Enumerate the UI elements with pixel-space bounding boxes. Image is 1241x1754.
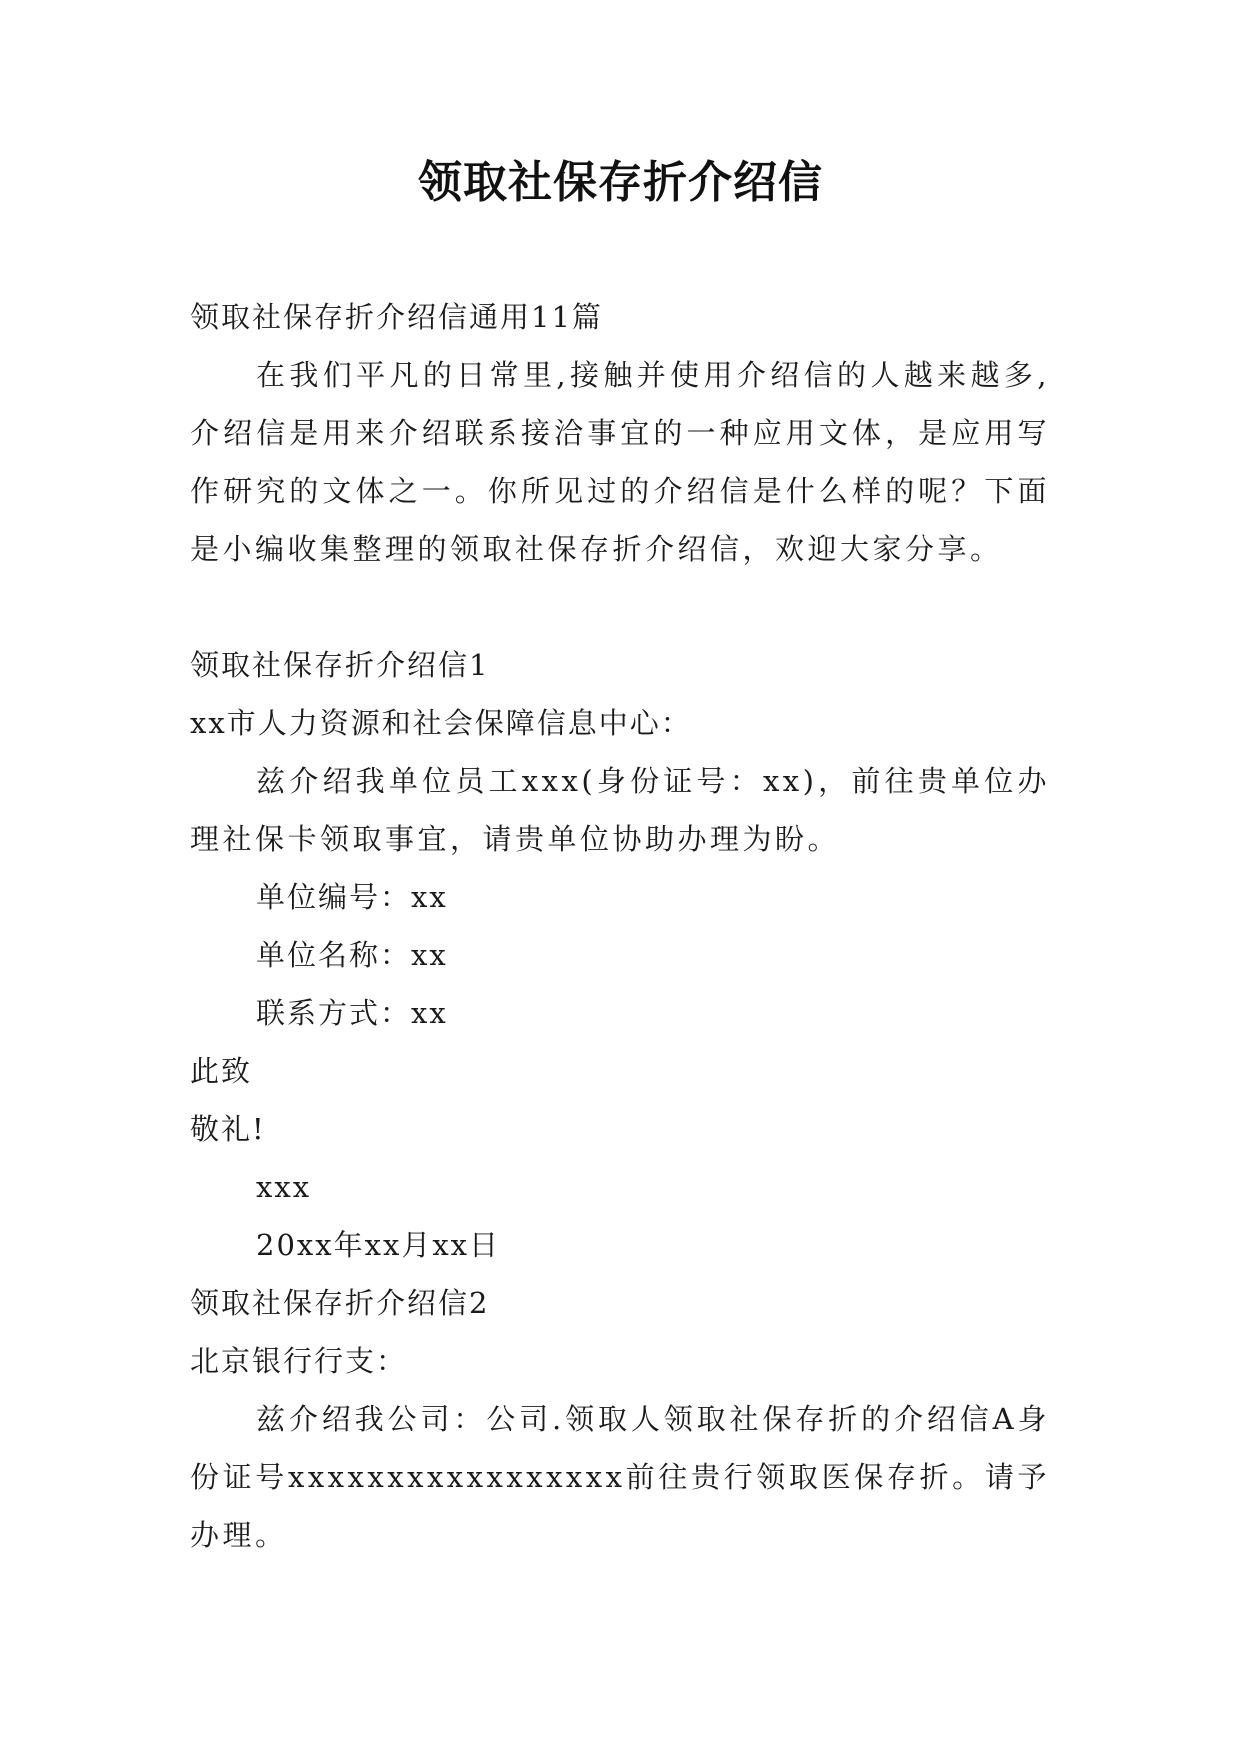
letter1-signature: xxx [256, 1170, 312, 1204]
document-title: 领取社保存折介绍信 [418, 157, 823, 208]
letter2-body: 兹介绍我公司：公司.领取人领取社保存折的介绍信A身份证号xxxxxxxxxxxxxxxxx前往贵行领取医保存折。请予办理。 [190, 1402, 1050, 1552]
letter1-date: 20xx年xx月xx日 [256, 1228, 501, 1262]
letter2-heading: 领取社保存折介绍信2 [190, 1286, 490, 1320]
document-body [190, 288, 1050, 1564]
document-subtitle: 领取社保存折介绍信通用11篇 [190, 300, 603, 334]
letter1-body: 兹介绍我单位员工xxx(身份证号：xx)，前往贵单位办理社保卡领取事宜，请贵单位协助办理为盼。 [190, 764, 1050, 856]
letter1-contact: 联系方式：xx [256, 996, 448, 1030]
letter1-closing-1: 此致 [190, 1054, 253, 1088]
letter1-heading: 领取社保存折介绍信1 [190, 648, 490, 682]
letter2-recipient: 北京银行行支： [190, 1344, 408, 1378]
section-spacer [190, 578, 1050, 636]
letter1-unit-number: 单位编号：xx [256, 880, 448, 914]
intro-paragraph: 在我们平凡的日常里,接触并使用介绍信的人越来越多,介绍信是用来介绍联系接洽事宜的一种应用文体，是应用写作研究的文体之一。你所见过的介绍信是什么样的呢？下面是小编收集整理的领取社保存折介绍信，欢迎大家分享。 [190, 358, 1050, 566]
letter1-recipient: xx市人力资源和社会保障信息中心： [190, 706, 692, 740]
letter1-closing-2: 敬礼! [190, 1112, 266, 1146]
letter1-unit-name: 单位名称：xx [256, 938, 448, 972]
